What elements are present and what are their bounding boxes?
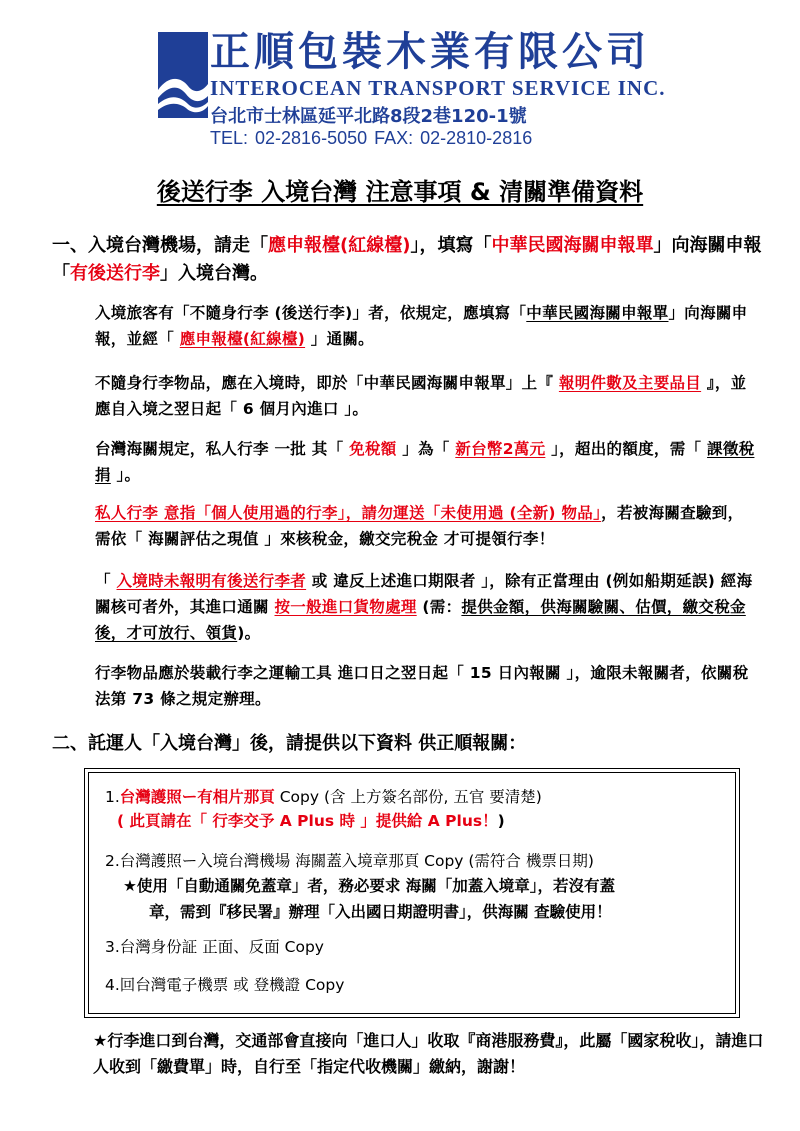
paragraph-duty-free-allowance: 台灣海關規定，私人行李 一批 其「 免稅額 」為「 新台幣2萬元 」，超出的額度，需「 課徵稅捐 」。 [95, 440, 755, 484]
paragraph-personal-items: 私人行李 意指「個人使用過的行李」，請勿運送「未使用過 (全新) 物品」，若被海關查驗到，需依「 海關評估之現值 」來核稅金，繳交完稅金 才可提領行李！ [95, 504, 744, 548]
document-item-3: 3.台灣身份証 正面、反面 Copy [105, 938, 324, 956]
page-title: 後送行李 入境台灣 注意事項 & 清關準備資料 [156, 178, 644, 206]
footer-note: ★行李進口到台灣，交通部會直接向「進口人」收取『商港服務費』，此屬「國家稅收」，請進口人收到「繳費單」時，自行至「指定代收機關」繳納，謝謝！ [93, 1031, 764, 1076]
paragraph-declaration-items: 不隨身行李物品，應在入境時，即於「中華民國海關申報單」上『 報明件數及主要品目 』，並應自入境之翌日起「 6 個月內進口 」。 [95, 374, 747, 418]
company-name: 正順包裝木業有限公司 [210, 29, 650, 75]
document-item-1: 1.台灣護照ー有相片那頁 Copy (含 上方簽名部份, 五官 要清楚) [105, 788, 542, 806]
company-header [148, 24, 668, 154]
paragraph-undeclared-baggage: 「 入境時未報明有後送行李者 或 違反上述進口期限者 」，除有正當理由 (例如船期延誤) 經海關核可者外，其進口通關 按一般進口貨物處理 (需：提供金額，供海關驗關、估價，繳交稅金後，才可放行、領貨)。 [95, 572, 753, 642]
section-2-heading: 二、託運人「入境台灣」後，請提供以下資料 供正順報關： [52, 733, 527, 754]
document-item-4: 4.回台灣電子機票 或 登機證 Copy [105, 976, 345, 994]
company-english-name: INTEROCEAN TRANSPORT SERVICE INC. [210, 76, 666, 100]
wave-logo-icon [158, 32, 208, 118]
paragraph-unaccompanied-baggage: 入境旅客有「不隨身行李 (後送行李)」者，依規定，應填寫「中華民國海關申報單」向海關申報，並經「 應申報檯(紅線檯) 」通關。 [95, 304, 748, 348]
section-1-heading: 一、入境台灣機場，請走「應申報檯(紅線檯)」，填寫「中華民國海關申報單」向海關申報「有後送行李」入境台灣。 [52, 235, 762, 284]
document-item-1-note: ( 此頁請在「 行李交予 A Plus 時 」提供給 A Plus！) [117, 812, 505, 830]
document-item-2-note-1: ★使用「自動通關免蓋章」者，務必要求 海關「加蓋入境章」，若沒有蓋 [123, 877, 616, 895]
required-documents-box [88, 772, 736, 1014]
document-item-2-note-2: 章，需到『移民署』辦理「入出國日期證明書」，供海關 查驗使用！ [149, 903, 612, 921]
company-contact: TEL: 02-2816-5050 FAX: 02-2810-2816 [210, 128, 533, 148]
paragraph-customs-deadline: 行李物品應於裝載行李之運輸工具 進口日之翌日起「 15 日內報關 」，逾限未報關者，依關稅法第 73 條之規定辦理。 [95, 664, 749, 708]
company-address: 台北市士林區延平北路8段2巷120-1號 [210, 106, 527, 127]
document-item-2: 2.台灣護照ー入境台灣機場 海關蓋入境章那頁 Copy (需符合 機票日期) [105, 852, 594, 870]
